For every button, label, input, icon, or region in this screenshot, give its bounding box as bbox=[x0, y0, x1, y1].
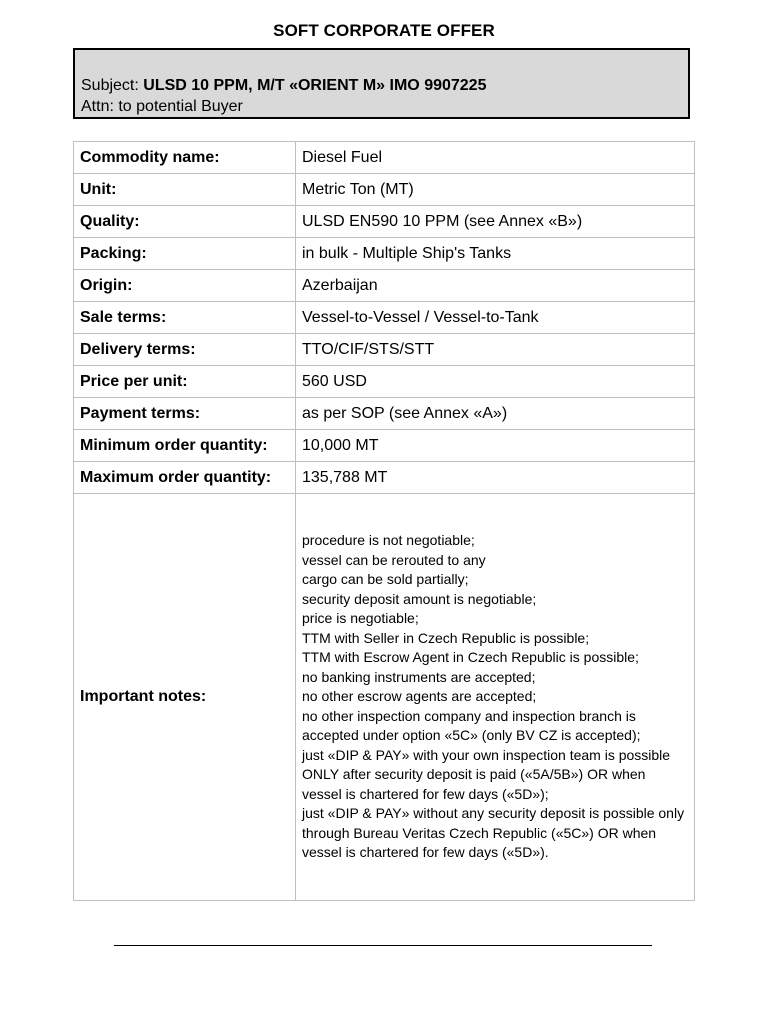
note-item: TTM with Seller in Czech Republic is possible; bbox=[302, 629, 590, 646]
row-label: Packing: bbox=[74, 238, 296, 270]
footer-divider bbox=[114, 945, 652, 946]
offer-table bbox=[73, 141, 695, 901]
table-row bbox=[74, 206, 695, 238]
note-item: TTM with Escrow Agent in Czech Republic is possible; bbox=[302, 649, 639, 666]
subject-prefix: Subject: bbox=[81, 77, 144, 94]
attn-line: Attn: to potential Buyer bbox=[81, 98, 243, 115]
notes-row bbox=[74, 494, 695, 901]
row-value: in bulk - Multiple Ship's Tanks bbox=[296, 238, 695, 270]
note-item: no banking instruments are accepted; bbox=[302, 668, 536, 685]
table-row bbox=[74, 334, 695, 366]
subject-line bbox=[81, 75, 688, 96]
row-label: Maximum order quantity: bbox=[74, 462, 296, 494]
row-value: Diesel Fuel bbox=[296, 142, 695, 174]
row-label: Unit: bbox=[74, 174, 296, 206]
row-value: ULSD EN590 10 PPM (see Annex «B») bbox=[296, 206, 695, 238]
row-label: Origin: bbox=[74, 270, 296, 302]
row-value: 10,000 MT bbox=[296, 430, 695, 462]
row-label: Delivery terms: bbox=[74, 334, 296, 366]
row-label: Sale terms: bbox=[74, 302, 296, 334]
row-value: as per SOP (see Annex «A») bbox=[296, 398, 695, 430]
row-label: Quality: bbox=[74, 206, 296, 238]
row-label: Minimum order quantity: bbox=[74, 430, 296, 462]
row-value: Azerbaijan bbox=[296, 270, 695, 302]
table-row bbox=[74, 366, 695, 398]
row-value: 135,788 MT bbox=[296, 462, 695, 494]
note-item: no other escrow agents are accepted; bbox=[302, 688, 537, 705]
table-row bbox=[74, 430, 695, 462]
row-value: 560 USD bbox=[296, 366, 695, 398]
note-item: procedure is not negotiable; bbox=[302, 532, 475, 549]
row-value: TTO/CIF/STS/STT bbox=[296, 334, 695, 366]
row-value: Metric Ton (MT) bbox=[296, 174, 695, 206]
table-row bbox=[74, 270, 695, 302]
table-row bbox=[74, 174, 695, 206]
notes-list bbox=[302, 531, 688, 863]
note-item: just «DIP & PAY» with your own inspection team is possible ONLY after security deposit is paid («5A/5B») OR when vessel is chartered for few days («5D»); bbox=[302, 746, 671, 802]
note-item: vessel can be rerouted to any bbox=[302, 551, 486, 568]
document-title: SOFT CORPORATE OFFER bbox=[273, 21, 495, 40]
note-item: cargo can be sold partially; bbox=[302, 571, 469, 588]
subject-box bbox=[73, 48, 690, 119]
note-item: security deposit amount is negotiable; bbox=[302, 590, 537, 607]
row-label: Price per unit: bbox=[74, 366, 296, 398]
subject-value: ULSD 10 PPM, M/T «ORIENT M» IMO 9907225 bbox=[143, 77, 487, 94]
note-item: price is negotiable; bbox=[302, 610, 419, 627]
table-row bbox=[74, 238, 695, 270]
table-row bbox=[74, 398, 695, 430]
row-value: Vessel-to-Vessel / Vessel-to-Tank bbox=[296, 302, 695, 334]
note-item: no other inspection company and inspection branch is accepted under option «5C» (only BV CZ is accepted); bbox=[302, 707, 641, 744]
notes-label: Important notes: bbox=[74, 494, 296, 901]
offer-table-body bbox=[74, 142, 695, 901]
table-row bbox=[74, 142, 695, 174]
row-label: Payment terms: bbox=[74, 398, 296, 430]
table-row bbox=[74, 302, 695, 334]
note-item: just «DIP & PAY» without any security deposit is possible only through Bureau Veritas Czech Republic («5C») OR when vessel is chartered for few days («5D»). bbox=[302, 805, 685, 861]
table-row bbox=[74, 462, 695, 494]
notes-cell bbox=[296, 494, 695, 901]
row-label: Commodity name: bbox=[74, 142, 296, 174]
